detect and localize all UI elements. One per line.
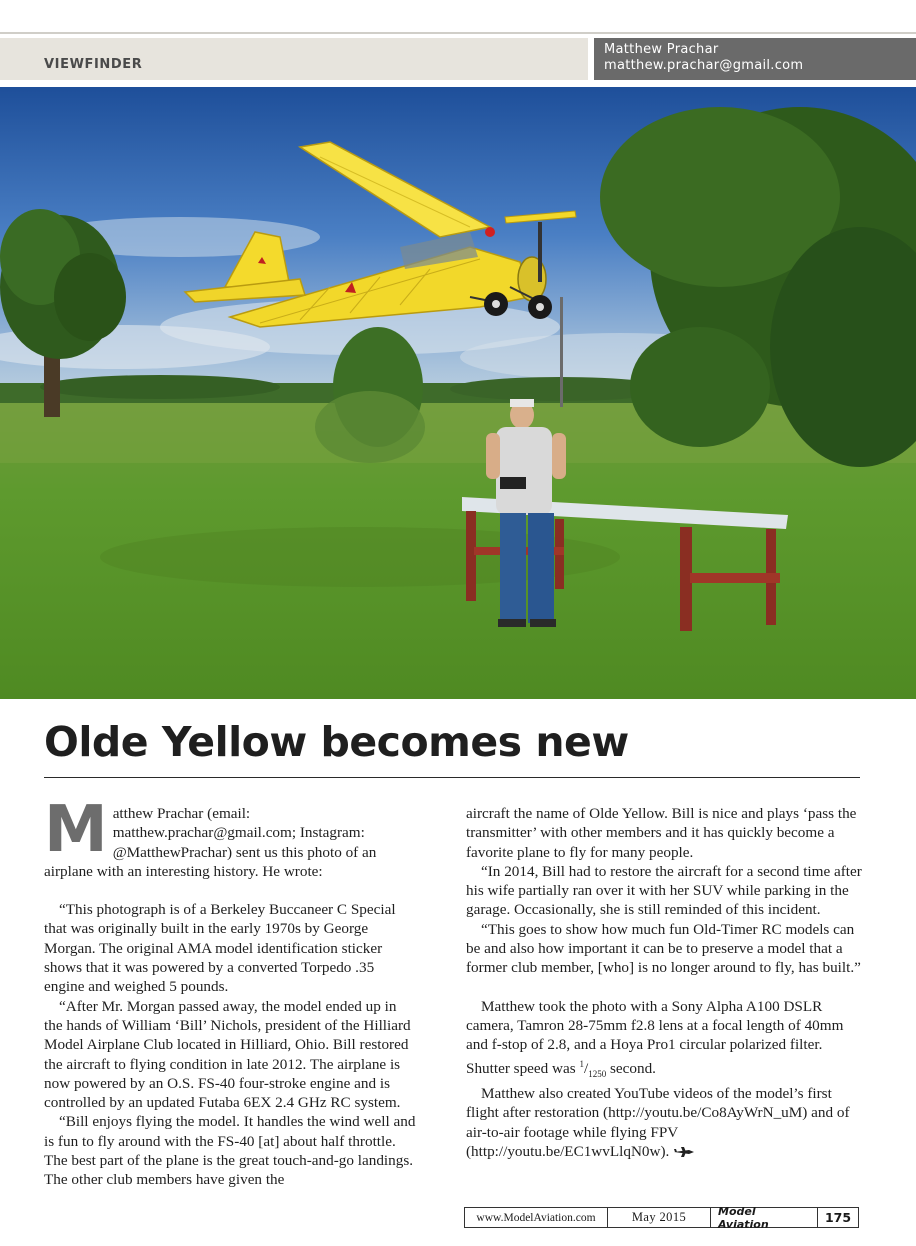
drop-cap: M (44, 793, 108, 867)
footer-date: May 2015 (608, 1208, 711, 1227)
top-rule (0, 32, 916, 34)
photo-details-text: Matthew took the photo with a Sony Alpha A100 DSLR camera, Tamron 28-75mm f2.8 lens at a focal length of 40mm and f-stop of 2.8, and a Hoya Pro1 circular polarized filter. Shutter speed was (466, 997, 844, 1077)
page-footer (464, 1204, 859, 1231)
article-column-right (466, 804, 862, 1161)
body-paragraph: “This goes to show how much fun Old-Timer RC models can be and also how important it can be to preserve a model that a former club member, [who] is no longer around to fly, has built.” (466, 920, 861, 977)
feature-photo (0, 87, 916, 699)
intro-text: atthew Prachar (email: matthew.prachar@gmail.com; Instagram: @MatthewPrachar) sent us this photo of an airplane with an interesting history. He wrote: (44, 805, 377, 880)
body-paragraph: “In 2014, Bill had to restore the aircraft for a second time after his wife partially ran over it with her SUV while parking in the garage. Occasionally, she is still reminded of this incident. (466, 862, 862, 919)
body-paragraph: “Bill enjoys flying the model. It handles the wind well and is fun to fly around with the FS-40 [at] about half throttle. The best part of the plane is the great touch-and-go landings. The other club members have given the (44, 1113, 416, 1189)
closing-text[interactable]: Matthew also created YouTube videos of the model’s first flight after restoration (http://youtu.be/Co8AyWrN_uM) and of air-to-air footage while flying FPV (http://youtu.be/EC1wvLlqN0w). (466, 1084, 850, 1160)
article-column-left (44, 793, 418, 1190)
shutter-denominator: 1250 (588, 1068, 607, 1079)
closing-paragraph (466, 1084, 862, 1161)
footer-magazine: Model Aviation (711, 1208, 818, 1227)
article-title: Olde Yellow becomes new (44, 718, 629, 766)
section-label: VIEWFINDER (44, 57, 143, 72)
end-mark-airplane-icon (673, 1147, 695, 1157)
author-box (594, 38, 916, 80)
title-rule (44, 777, 860, 778)
author-name: Matthew Prachar (604, 42, 719, 57)
photo-details-paragraph: Matthew took the photo with a Sony Alpha A100 DSLR camera, Tamron 28-75mm f2.8 lens at a focal length of 40mm and f-stop of 2.8, and a Hoya Pro1 circular polarized filter. Shutter speed was $^1/_{1250}$ second. (466, 997, 844, 1079)
body-paragraph-continued: aircraft the name of Olde Yellow. Bill is nice and plays ‘pass the transmitter’ with other members and it has quickly become a favorite plane to fly for many people. (466, 805, 857, 861)
body-paragraph: “After Mr. Morgan passed away, the model ended up in the hands of William ‘Bill’ Nichols, president of the Hilliard Model Airplane Club located in Hilliard, Ohio. Bill restored the aircraft to flying condition in late 2012. The airplane is now powered by an O.S. FS-40 four-stroke engine and is controlled by an updated Futaba 6EX 2.4 GHz RC system. (44, 997, 411, 1112)
footer-url[interactable]: www.ModelAviation.com (465, 1208, 608, 1227)
body-paragraph: “This photograph is of a Berkeley Buccaneer C Special that was originally built in the early 1970s by George Morgan. The original AMA model identification sticker shows that it was powered by a converted Torpedo .35 engine and weighed 5 pounds. (44, 901, 396, 996)
author-email[interactable]: matthew.prachar@gmail.com (604, 58, 804, 73)
intro-block (44, 793, 418, 881)
airplane-photo-illustration (0, 87, 916, 699)
page-number: 175 (824, 1210, 852, 1225)
shutter-numerator: 1 (579, 1058, 584, 1069)
photo-details-end: second. (606, 1059, 656, 1077)
